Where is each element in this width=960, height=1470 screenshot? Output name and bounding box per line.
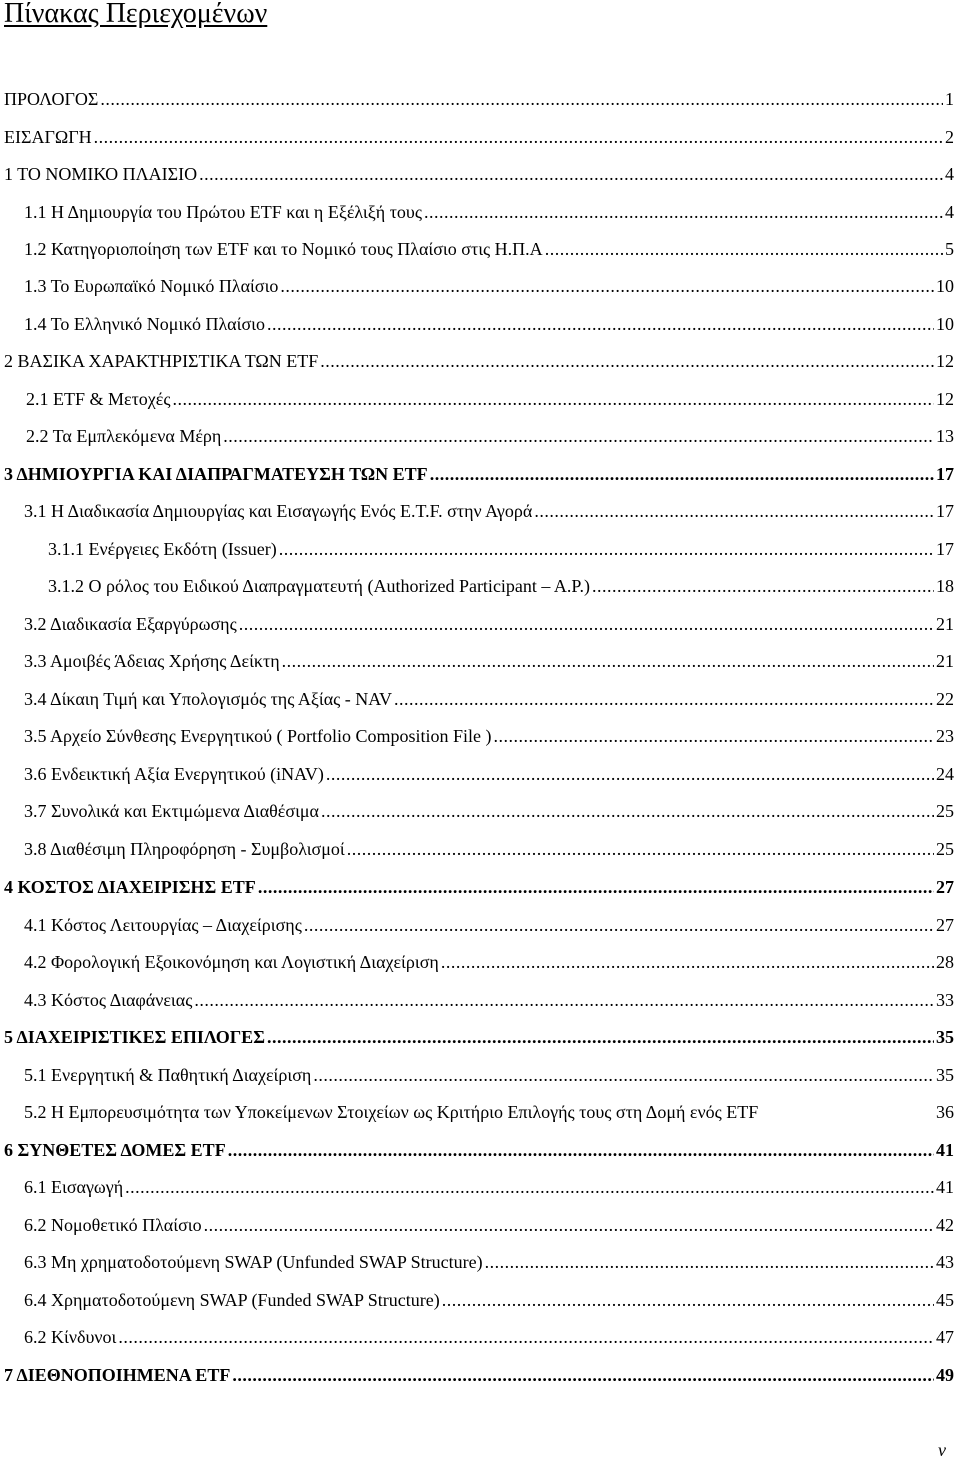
- toc-entry-page: 43: [936, 1252, 954, 1272]
- toc-entry-label: 5.1 Ενεργητική & Παθητική Διαχείριση: [24, 1065, 312, 1085]
- toc-leader-dots: [280, 271, 934, 301]
- toc-entry-label: 3.1.2 Ο ρόλος του Ειδικού Διαπραγματευτή (Authorized Participant – A.P.): [48, 576, 590, 596]
- toc-leader-dots: [321, 796, 934, 826]
- toc-entry-page: 22: [936, 689, 954, 709]
- page-title: Πίνακας Περιεχομένων: [4, 0, 268, 29]
- toc-entry-label: 2 ΒΑΣΙΚΑ ΧΑΡΑΚΤΗΡΙΣΤΙΚΑ ΤΩΝ ETF: [4, 351, 319, 371]
- toc-leader-dots: [172, 384, 934, 414]
- toc-entry[interactable]: [4, 1135, 954, 1165]
- toc-entry-page: 17: [936, 501, 954, 521]
- toc-entry[interactable]: [24, 1285, 954, 1315]
- toc-entry[interactable]: [24, 271, 954, 301]
- toc-leader-dots: [534, 496, 934, 526]
- toc-entry-page: 18: [936, 576, 954, 596]
- toc-entry-label: 1.3 Το Ευρωπαϊκό Νομικό Πλαίσιο: [24, 276, 279, 296]
- toc-entry-page: 12: [936, 389, 954, 409]
- toc-entry[interactable]: [24, 1172, 954, 1202]
- toc-entry-label: 3.1 Η Διαδικασία Δημιουργίας και Εισαγωγής Ενός Ε.Τ.F. στην Αγορά: [24, 501, 533, 521]
- toc-entry[interactable]: [4, 872, 954, 902]
- toc-entry[interactable]: [24, 759, 954, 789]
- toc-entry[interactable]: [24, 1322, 954, 1352]
- toc-entry[interactable]: [4, 346, 954, 376]
- toc-entry-label: 6.1 Εισαγωγή: [24, 1177, 124, 1197]
- toc-leader-dots: [592, 571, 934, 601]
- toc-leader-dots: [320, 346, 934, 376]
- toc-entry[interactable]: [4, 1022, 954, 1052]
- toc-entry[interactable]: [24, 309, 954, 339]
- toc-entry-label: 6.3 Μη χρηματοδοτούμενη SWAP (Unfunded SWAP Structure): [24, 1252, 483, 1272]
- toc-leader-dots: [223, 421, 934, 451]
- toc-entry-page: 12: [936, 351, 954, 371]
- toc-leader-dots: [441, 947, 934, 977]
- toc-leader-dots: [232, 1360, 934, 1390]
- toc-leader-dots: [258, 872, 934, 902]
- toc-entry[interactable]: [24, 646, 954, 676]
- toc-entry[interactable]: [4, 159, 954, 189]
- toc-entry[interactable]: [24, 496, 954, 526]
- toc-entry-page: 47: [936, 1327, 954, 1347]
- toc-entry[interactable]: [26, 384, 954, 414]
- toc-entry-label: 2.2 Τα Εμπλεκόμενα Μέρη: [26, 426, 222, 446]
- toc-entry-page: 45: [936, 1290, 954, 1310]
- toc-leader-dots: [494, 721, 934, 751]
- toc-entry-label: 3.5 Αρχείο Σύνθεσης Ενεργητικού ( Portfolio Composition File ): [24, 726, 492, 746]
- toc-entry-page: 27: [936, 877, 954, 897]
- page-number: v: [938, 1440, 946, 1460]
- toc-entry-page: 23: [936, 726, 954, 746]
- toc-entry-page: 33: [936, 990, 954, 1010]
- toc-leader-dots: [430, 459, 934, 489]
- toc-entry-label: 6 ΣΥΝΘΕΤΕΣ ΔΟΜΕΣ ETF: [4, 1140, 226, 1160]
- toc-entry-page: 49: [936, 1365, 954, 1385]
- toc-entry-label: 7 ΔΙΕΘΝΟΠΟΙΗΜΕΝΑ ETF: [4, 1365, 231, 1385]
- toc-entry-page: 36: [936, 1102, 954, 1122]
- toc-entry-page: 17: [936, 464, 954, 484]
- toc-entry-page: 41: [936, 1140, 954, 1160]
- toc-entry[interactable]: [4, 1360, 954, 1390]
- toc-leader-dots: [282, 646, 934, 676]
- toc-leader-dots: [442, 1285, 934, 1315]
- toc-entry-label: 6.2 Νομοθετικό Πλαίσιο: [24, 1215, 202, 1235]
- toc-entry[interactable]: [24, 684, 954, 714]
- toc-entry-page: 41: [936, 1177, 954, 1197]
- toc-entry[interactable]: [48, 571, 954, 601]
- toc-leader-dots: [267, 1022, 934, 1052]
- toc-entry-page: 27: [936, 915, 954, 935]
- toc-entry-label: 3.8 Διαθέσιμη Πληροφόρηση - Συμβολισμοί: [24, 839, 345, 859]
- toc-entry[interactable]: [4, 122, 954, 152]
- toc-entry-label: 6.2 Κίνδυνοι: [24, 1327, 117, 1347]
- toc-leader-dots: [279, 534, 934, 564]
- toc-entry-label: 3.7 Συνολικά και Εκτιμώμενα Διαθέσιμα: [24, 801, 319, 821]
- toc-leader-dots: [94, 122, 943, 152]
- toc-leader-dots: [267, 309, 934, 339]
- toc-entry-label: 3.2 Διαδικασία Εξαργύρωσης: [24, 614, 237, 634]
- toc-entry[interactable]: [24, 609, 954, 639]
- toc-entry-label: 5.2 Η Εμπορευσιμότητα των Υποκείμενων Στοιχείων ως Κριτήριο Επιλογής τους στη Δομή ενός ETF: [24, 1102, 759, 1122]
- toc-entry[interactable]: [24, 234, 954, 264]
- toc-entry-page: 10: [936, 276, 954, 296]
- toc-entry-page: 35: [936, 1027, 954, 1047]
- toc-leader-dots: [204, 1210, 934, 1240]
- toc-leader-dots: [118, 1322, 934, 1352]
- toc-entry-label: 1.1 Η Δημιουργία του Πρώτου ETF και η Εξέλιξή τους: [24, 202, 422, 222]
- toc-entry-label: ΠΡΟΛΟΓΟΣ: [4, 89, 99, 109]
- toc-entry[interactable]: [26, 421, 954, 451]
- toc-entry[interactable]: [24, 1060, 954, 1090]
- toc-leader-dots: [199, 159, 943, 189]
- toc-leader-dots: [100, 84, 943, 114]
- toc-entry-label: 1.2 Κατηγοριοποίηση των ETF και το Νομικό τους Πλαίσιο στις Η.Π.Α: [24, 239, 543, 259]
- toc-entry-page: 21: [936, 651, 954, 671]
- toc-entry[interactable]: [4, 84, 954, 114]
- toc-entry-label: 4.2 Φορολογική Εξοικονόμηση και Λογιστική Διαχείριση: [24, 952, 439, 972]
- toc-entry-label: 5 ΔΙΑΧΕΙΡΙΣΤΙΚΕΣ ΕΠΙΛΟΓΕΣ: [4, 1027, 265, 1047]
- toc-leader-dots: [545, 234, 943, 264]
- toc-entry-page: 35: [936, 1065, 954, 1085]
- toc-entry[interactable]: [48, 534, 954, 564]
- toc-entry-page: 42: [936, 1215, 954, 1235]
- toc-leader-dots: [424, 197, 943, 227]
- toc-leader-dots: [347, 834, 934, 864]
- toc-entry[interactable]: [24, 947, 954, 977]
- toc-entry-page: 25: [936, 839, 954, 859]
- toc-entry-label: 6.4 Χρηματοδοτούμενη SWAP (Funded SWAP Structure): [24, 1290, 440, 1310]
- toc-entry[interactable]: [24, 1210, 954, 1240]
- toc-entry-page: 10: [936, 314, 954, 334]
- toc-entry-label: 3.3 Αμοιβές Άδειας Χρήσης Δείκτη: [24, 651, 280, 671]
- toc-entry-label: 4 ΚΟΣΤΟΣ ΔΙΑΧΕΙΡΙΣΗΣ ETF: [4, 877, 256, 897]
- toc-entry-label: 4.1 Κόστος Λειτουργίας – Διαχείρισης: [24, 915, 302, 935]
- toc-entry[interactable]: [24, 985, 954, 1015]
- toc-entry-page: 4: [945, 164, 954, 184]
- toc-entry-label: 3.1.1 Ενέργειες Εκδότη (Issuer): [48, 539, 277, 559]
- toc-entry-page: 13: [936, 426, 954, 446]
- toc-entry[interactable]: [24, 1247, 954, 1277]
- toc-leader-dots: [485, 1247, 934, 1277]
- toc-entry-label: 3 ΔΗΜΙΟΥΡΓΙΑ ΚΑΙ ΔΙΑΠΡΑΓΜΑΤΕΥΣΗ ΤΩΝ ETF: [4, 464, 428, 484]
- toc-leader-dots: [125, 1172, 934, 1202]
- toc-leader-dots: [326, 759, 934, 789]
- toc-entry[interactable]: [24, 1097, 954, 1127]
- toc-entry-page: 21: [936, 614, 954, 634]
- toc-entry-label: 1.4 Το Ελληνικό Νομικό Πλαίσιο: [24, 314, 266, 334]
- toc-entry-label: 2.1 ETF & Μετοχές: [26, 389, 171, 409]
- toc-entry-page: 25: [936, 801, 954, 821]
- toc-entry[interactable]: [24, 910, 954, 940]
- toc-entry[interactable]: [24, 796, 954, 826]
- toc-entry-label: 3.4 Δίκαιη Τιμή και Υπολογισμός της Αξίας - NAV: [24, 689, 392, 709]
- toc-leader-dots: [313, 1060, 934, 1090]
- toc-leader-dots: [394, 684, 934, 714]
- toc-entry-label: ΕΙΣΑΓΩΓΗ: [4, 127, 92, 147]
- toc-entry[interactable]: [24, 197, 954, 227]
- toc-entry-page: 28: [936, 952, 954, 972]
- toc-entry-label: 1 ΤΟ ΝΟΜΙΚΟ ΠΛΑΙΣΙΟ: [4, 164, 198, 184]
- toc-entry-page: 4: [945, 202, 954, 222]
- toc-entry-page: 2: [945, 127, 954, 147]
- toc-entry-page: 5: [945, 239, 954, 259]
- toc-leader-dots: [194, 985, 934, 1015]
- toc-leader-dots: [239, 609, 934, 639]
- toc-leader-dots: [304, 910, 934, 940]
- toc-entry[interactable]: [24, 721, 954, 751]
- toc-entry-page: 24: [936, 764, 954, 784]
- toc-entry-label: 3.6 Ενδεικτική Αξία Ενεργητικού (iNAV): [24, 764, 324, 784]
- toc-leader-dots: [228, 1135, 934, 1165]
- toc-entry[interactable]: [24, 834, 954, 864]
- toc-entry[interactable]: [4, 459, 954, 489]
- toc-entry-page: 17: [936, 539, 954, 559]
- toc-entry-page: 1: [945, 89, 954, 109]
- toc-entry-label: 4.3 Κόστος Διαφάνειας: [24, 990, 193, 1010]
